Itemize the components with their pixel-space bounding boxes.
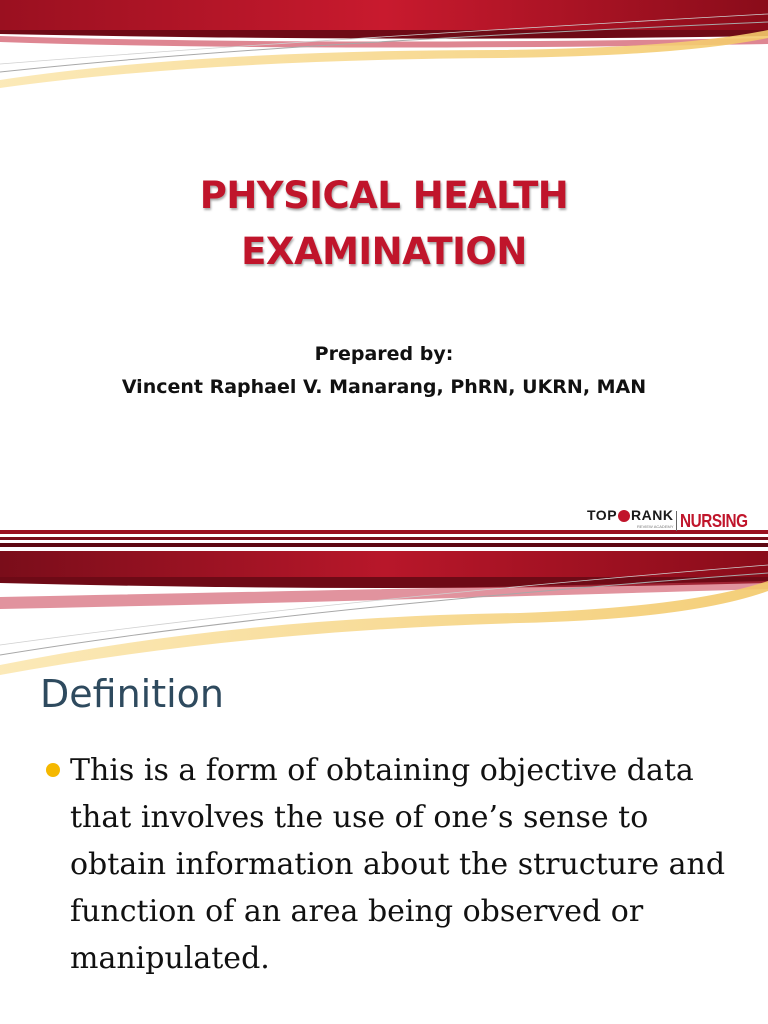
prepared-by-block: [0, 338, 768, 404]
logo-top-text: TOP: [587, 506, 618, 523]
definition-slide: [0, 537, 768, 1024]
slide2-banner-decoration: [0, 537, 768, 677]
author-name: Vincent Raphael V. Manarang, PhRN, UKRN, MAN: [121, 376, 647, 398]
presentation-title: [0, 168, 768, 280]
toprank-nursing-logo: [587, 506, 760, 533]
logo-wordmark: [587, 508, 673, 534]
prepared-by-label: Prepared by:: [314, 343, 454, 365]
logo-divider: [676, 511, 677, 531]
logo-nursing-text: NURSING: [680, 510, 749, 531]
logo-rank-text: RANK: [631, 506, 674, 523]
slide-heading: Definition: [40, 672, 225, 716]
bullet-dot-icon: [46, 763, 60, 777]
title-line-2: EXAMINATION: [241, 230, 527, 273]
bullet-text: This is a form of obtaining objective data that involves the use of one’s sense to obtain information about the structure and function of an area being observed or manipulated.: [70, 753, 726, 976]
logo-tagline: REVIEW ACADEMY: [637, 524, 674, 530]
title-line-1: PHYSICAL HEALTH: [199, 174, 569, 217]
